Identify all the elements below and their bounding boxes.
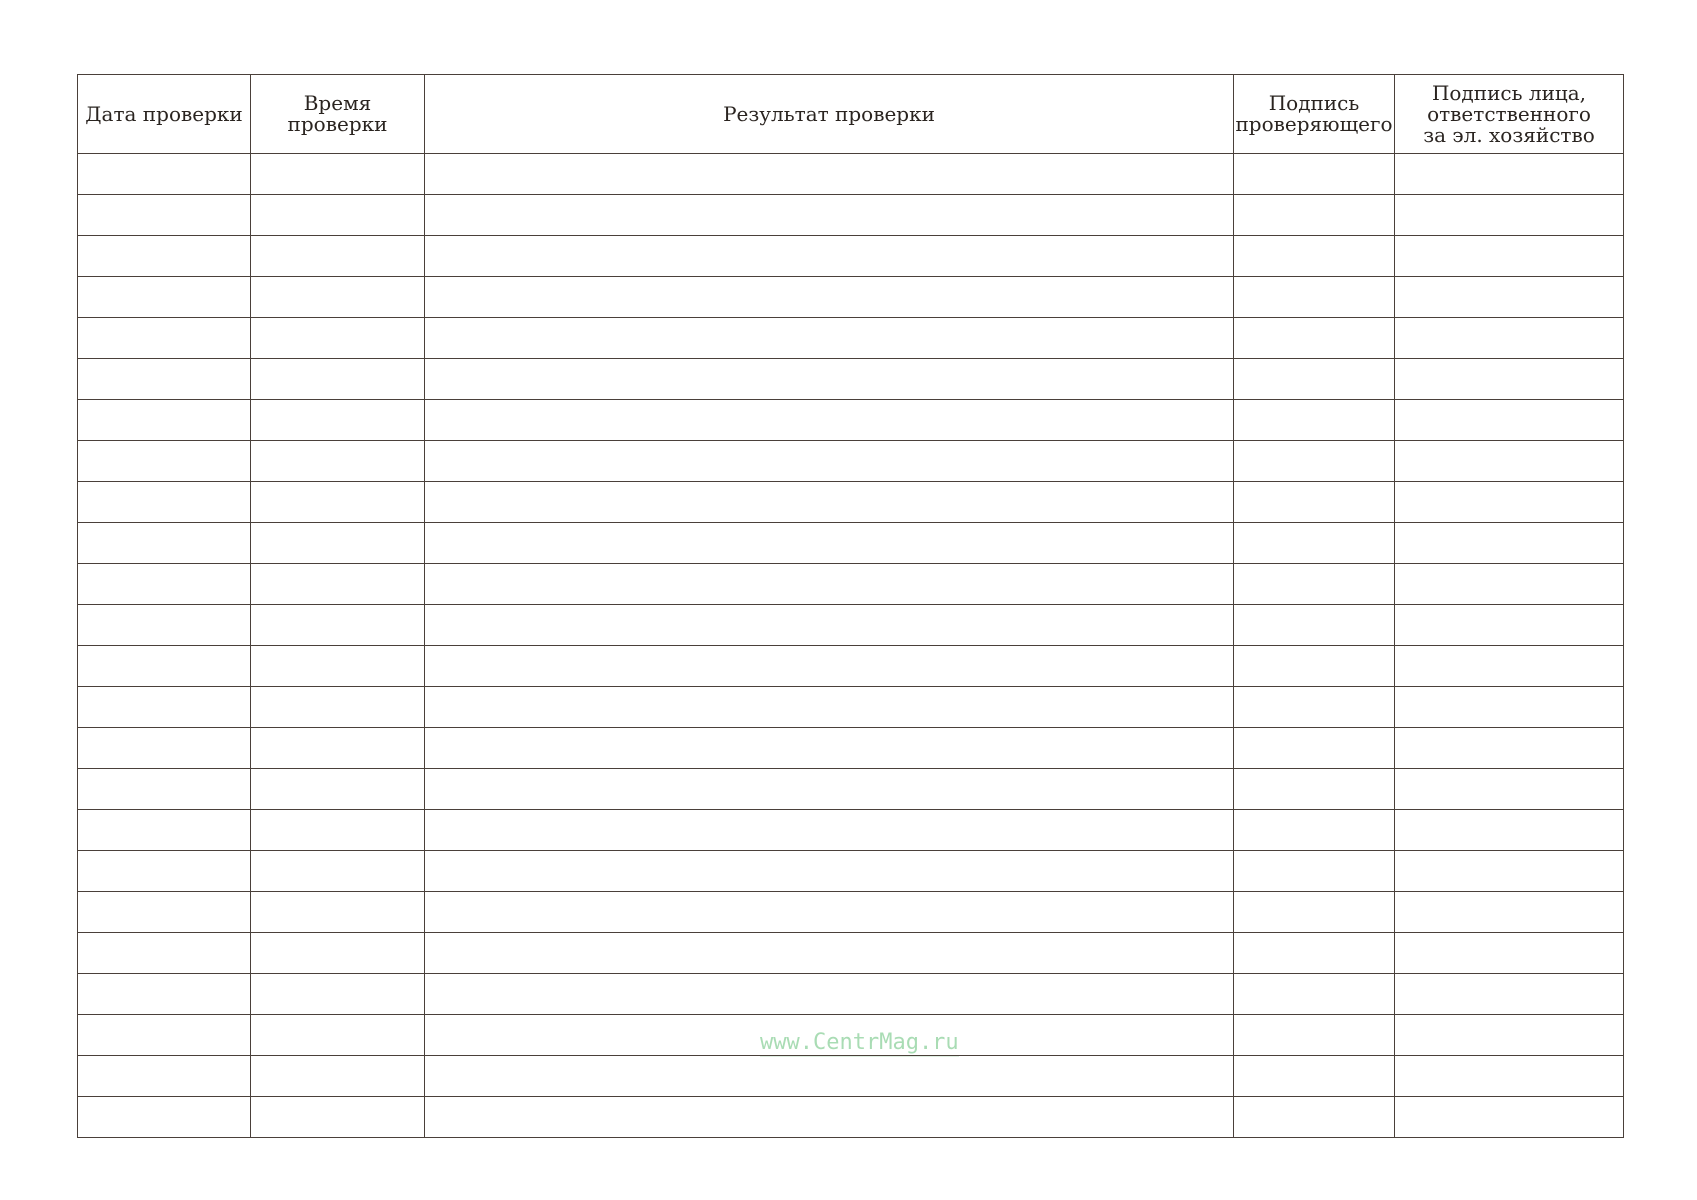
cell-responsible-signature	[1395, 318, 1624, 359]
cell-inspector-signature	[1234, 482, 1395, 523]
cell-time	[251, 769, 425, 810]
table-row	[78, 728, 1624, 769]
cell-responsible-signature	[1395, 523, 1624, 564]
cell-inspector-signature	[1234, 400, 1395, 441]
table-row	[78, 1056, 1624, 1097]
cell-date	[78, 359, 251, 400]
cell-date	[78, 769, 251, 810]
cell-result	[425, 277, 1234, 318]
cell-result	[425, 400, 1234, 441]
cell-result	[425, 195, 1234, 236]
cell-result	[425, 851, 1234, 892]
table-row	[78, 974, 1624, 1015]
cell-inspector-signature	[1234, 646, 1395, 687]
header-row	[78, 75, 1624, 154]
cell-time	[251, 933, 425, 974]
cell-responsible-signature	[1395, 728, 1624, 769]
cell-responsible-signature	[1395, 605, 1624, 646]
cell-time	[251, 523, 425, 564]
table-row	[78, 400, 1624, 441]
cell-time	[251, 359, 425, 400]
table-row	[78, 687, 1624, 728]
cell-responsible-signature	[1395, 687, 1624, 728]
cell-inspector-signature	[1234, 195, 1395, 236]
cell-responsible-signature	[1395, 441, 1624, 482]
table-row	[78, 482, 1624, 523]
table-row	[78, 154, 1624, 195]
cell-inspector-signature	[1234, 769, 1395, 810]
table-row	[78, 933, 1624, 974]
cell-result	[425, 523, 1234, 564]
cell-time	[251, 1097, 425, 1138]
cell-responsible-signature	[1395, 974, 1624, 1015]
cell-result	[425, 605, 1234, 646]
cell-date	[78, 933, 251, 974]
cell-result	[425, 1056, 1234, 1097]
cell-date	[78, 482, 251, 523]
cell-result	[425, 318, 1234, 359]
cell-time	[251, 851, 425, 892]
cell-result	[425, 441, 1234, 482]
cell-time	[251, 728, 425, 769]
cell-responsible-signature	[1395, 646, 1624, 687]
cell-time	[251, 564, 425, 605]
cell-inspector-signature	[1234, 564, 1395, 605]
cell-inspector-signature	[1234, 441, 1395, 482]
cell-time	[251, 1056, 425, 1097]
cell-time	[251, 441, 425, 482]
table-row	[78, 564, 1624, 605]
cell-date	[78, 154, 251, 195]
cell-inspector-signature	[1234, 318, 1395, 359]
cell-responsible-signature	[1395, 154, 1624, 195]
cell-inspector-signature	[1234, 728, 1395, 769]
cell-responsible-signature	[1395, 359, 1624, 400]
cell-responsible-signature	[1395, 810, 1624, 851]
cell-inspector-signature	[1234, 523, 1395, 564]
cell-date	[78, 523, 251, 564]
cell-result	[425, 236, 1234, 277]
cell-result	[425, 482, 1234, 523]
cell-responsible-signature	[1395, 277, 1624, 318]
cell-date	[78, 646, 251, 687]
cell-responsible-signature	[1395, 564, 1624, 605]
table-row	[78, 1097, 1624, 1138]
cell-date	[78, 400, 251, 441]
cell-responsible-signature	[1395, 933, 1624, 974]
cell-result	[425, 933, 1234, 974]
header-inspection-result: Результат проверки	[425, 75, 1234, 154]
cell-result	[425, 810, 1234, 851]
cell-date	[78, 277, 251, 318]
cell-responsible-signature	[1395, 1056, 1624, 1097]
cell-date	[78, 1015, 251, 1056]
table-row	[78, 318, 1624, 359]
watermark-text: www.CentrMag.ru	[760, 1030, 959, 1055]
cell-time	[251, 482, 425, 523]
cell-responsible-signature	[1395, 769, 1624, 810]
cell-time	[251, 810, 425, 851]
cell-time	[251, 195, 425, 236]
cell-responsible-signature	[1395, 195, 1624, 236]
cell-result	[425, 564, 1234, 605]
cell-time	[251, 318, 425, 359]
cell-inspector-signature	[1234, 892, 1395, 933]
cell-result	[425, 154, 1234, 195]
cell-result	[425, 646, 1234, 687]
cell-inspector-signature	[1234, 810, 1395, 851]
cell-time	[251, 974, 425, 1015]
cell-inspector-signature	[1234, 851, 1395, 892]
cell-inspector-signature	[1234, 605, 1395, 646]
cell-inspector-signature	[1234, 687, 1395, 728]
table-row	[78, 359, 1624, 400]
table-row	[78, 810, 1624, 851]
cell-time	[251, 1015, 425, 1056]
table-row	[78, 605, 1624, 646]
cell-date	[78, 564, 251, 605]
cell-time	[251, 400, 425, 441]
cell-inspector-signature	[1234, 1056, 1395, 1097]
table-row	[78, 195, 1624, 236]
table-row	[78, 892, 1624, 933]
cell-date	[78, 195, 251, 236]
cell-date	[78, 318, 251, 359]
cell-date	[78, 1056, 251, 1097]
inspection-log-table	[77, 74, 1624, 1138]
cell-responsible-signature	[1395, 482, 1624, 523]
cell-inspector-signature	[1234, 1015, 1395, 1056]
table-row	[78, 236, 1624, 277]
cell-time	[251, 236, 425, 277]
cell-date	[78, 851, 251, 892]
cell-result	[425, 892, 1234, 933]
cell-time	[251, 892, 425, 933]
cell-date	[78, 687, 251, 728]
cell-responsible-signature	[1395, 236, 1624, 277]
cell-date	[78, 728, 251, 769]
table-body	[78, 154, 1624, 1138]
cell-time	[251, 687, 425, 728]
cell-result	[425, 728, 1234, 769]
cell-result	[425, 769, 1234, 810]
table-row	[78, 277, 1624, 318]
cell-inspector-signature	[1234, 1097, 1395, 1138]
cell-inspector-signature	[1234, 154, 1395, 195]
cell-date	[78, 441, 251, 482]
cell-inspector-signature	[1234, 933, 1395, 974]
cell-responsible-signature	[1395, 892, 1624, 933]
cell-inspector-signature	[1234, 359, 1395, 400]
cell-date	[78, 810, 251, 851]
cell-date	[78, 1097, 251, 1138]
cell-inspector-signature	[1234, 974, 1395, 1015]
table-row	[78, 769, 1624, 810]
cell-date	[78, 236, 251, 277]
header-inspection-time: Время проверки	[251, 75, 425, 154]
cell-date	[78, 605, 251, 646]
cell-responsible-signature	[1395, 1015, 1624, 1056]
cell-result	[425, 687, 1234, 728]
header-responsible-signature: Подпись лица, ответственного за эл. хозяйство	[1395, 75, 1624, 154]
cell-result	[425, 974, 1234, 1015]
table-row	[78, 851, 1624, 892]
cell-time	[251, 646, 425, 687]
table-row	[78, 441, 1624, 482]
cell-date	[78, 974, 251, 1015]
cell-responsible-signature	[1395, 1097, 1624, 1138]
header-inspection-date: Дата проверки	[78, 75, 251, 154]
cell-result	[425, 359, 1234, 400]
cell-inspector-signature	[1234, 236, 1395, 277]
cell-date	[78, 892, 251, 933]
cell-inspector-signature	[1234, 277, 1395, 318]
header-inspector-signature: Подпись проверяющего	[1234, 75, 1395, 154]
cell-time	[251, 605, 425, 646]
cell-time	[251, 154, 425, 195]
cell-responsible-signature	[1395, 851, 1624, 892]
cell-result	[425, 1097, 1234, 1138]
cell-responsible-signature	[1395, 400, 1624, 441]
table-row	[78, 646, 1624, 687]
cell-time	[251, 277, 425, 318]
table-row	[78, 523, 1624, 564]
